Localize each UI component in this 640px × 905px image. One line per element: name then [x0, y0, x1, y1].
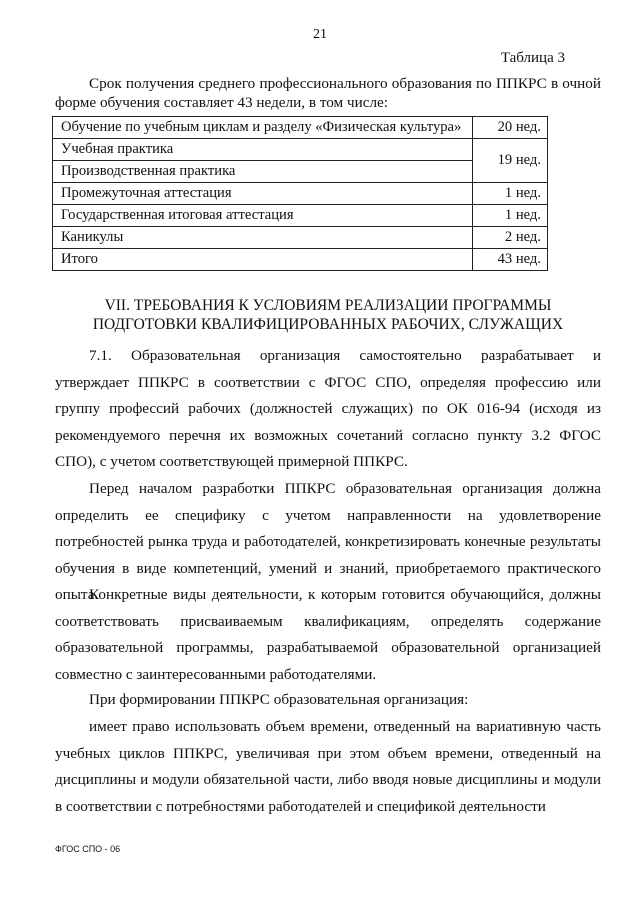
study-duration-table [52, 116, 548, 271]
section-heading-line: VII. ТРЕБОВАНИЯ К УСЛОВИЯМ РЕАЛИЗАЦИИ ПРОГРАММЫ [104, 297, 552, 314]
page-number: 21 [313, 27, 327, 42]
table-row [53, 205, 548, 227]
table-row [53, 249, 548, 271]
section-heading-line: ПОДГОТОВКИ КВАЛИФИЦИРОВАННЫХ РАБОЧИХ, СЛУЖАЩИХ [92, 316, 564, 333]
table-cell-label: Государственная итоговая аттестация [53, 205, 473, 227]
table-cell-value: 43 нед. [473, 249, 548, 271]
table-cell-value: 2 нед. [473, 227, 548, 249]
body-paragraph: Перед началом разработки ППКРС образовательная организация должна определить ее специфику с учетом направленности на удовлетворение потребностей рынка труда и работодателей, конкретизировать конечные результаты обучения в виде компетенций, умений и знаний, приобретаемого практического опыта. [55, 480, 601, 603]
table-cell-value: 19 нед. [473, 139, 548, 183]
table-cell-label: Производственная практика [53, 161, 473, 183]
table-row [53, 117, 548, 139]
table-cell-label: Учебная практика [53, 139, 473, 161]
table-row [53, 227, 548, 249]
section-heading [55, 296, 601, 334]
table-row [53, 139, 548, 161]
table-cell-value: 1 нед. [473, 183, 548, 205]
table-cell-label: Каникулы [53, 227, 473, 249]
table-cell-label: Промежуточная аттестация [53, 183, 473, 205]
table-label: Таблица 3 [500, 50, 565, 66]
intro-paragraph: Срок получения среднего профессионального образования по ППКРС в очной форме обучения составляет 43 недели, в том числе: [55, 75, 601, 111]
table-cell-value: 20 нед. [473, 117, 548, 139]
body-paragraph: имеет право использовать объем времени, отведенный на вариативную часть учебных циклов ППКРС, увеличивая при этом объем времени, отведенный на дисциплины и модули обязательной части, либо вводя новые дисциплины и модули в соответствии с потребностями работодателей и спецификой деятельности [55, 718, 601, 815]
body-paragraph: 7.1. Образовательная организация самостоятельно разрабатывает и утверждает ППКРС в соответствии с ФГОС СПО, определяя профессию или группу профессий рабочих (должностей служащих) по ОК 016-94 (исходя из рекомендуемого перечня их возможных сочетаний согласно пункту 3.2 ФГОС СПО), с учетом соответствующей примерной ППКРС. [55, 347, 601, 470]
body-paragraph: При формировании ППКРС образовательная организация: [89, 691, 469, 708]
table-cell-label: Обучение по учебным циклам и разделу «Физическая культура» [53, 117, 473, 139]
table-cell-label: Итого [53, 249, 473, 271]
table-row [53, 183, 548, 205]
body-paragraph: Конкретные виды деятельности, к которым готовится обучающийся, должны соответствовать присваиваемым квалификациям, определять содержание образовательной программы, разрабатываемой образовательной организацией совместно с заинтересованными работодателями. [55, 586, 601, 683]
table-cell-value: 1 нед. [473, 205, 548, 227]
footer-label: ФГОС СПО - 06 [55, 844, 121, 854]
